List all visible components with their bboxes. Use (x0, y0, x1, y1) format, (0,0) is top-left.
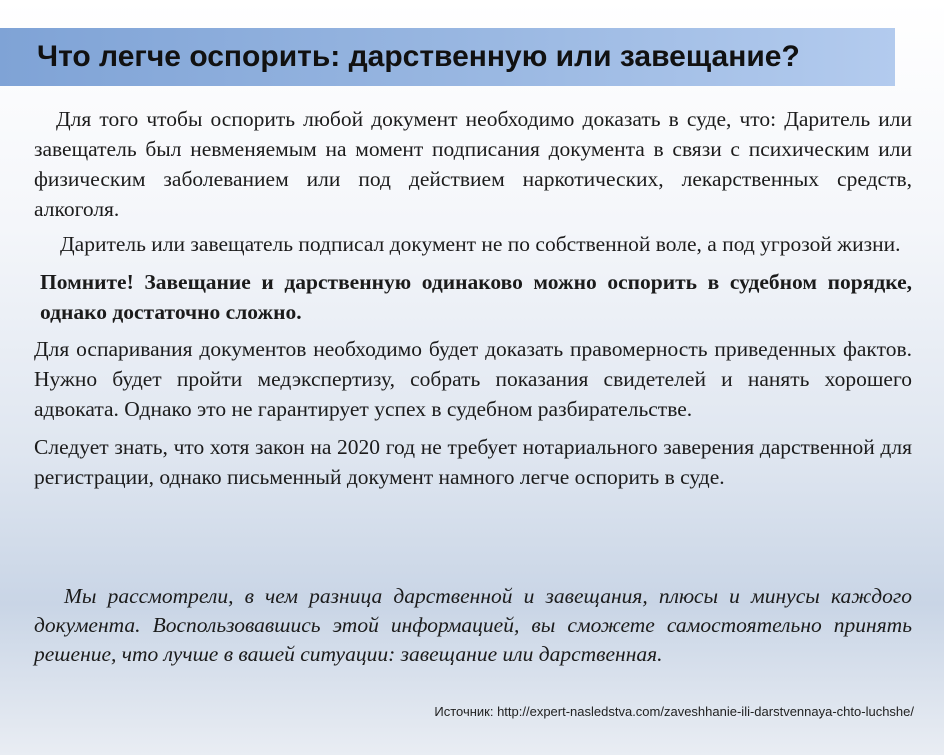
paragraph-proof: Для оспаривания документов необходимо будет доказать правомерность приведенных фактов. Нужно будет пройти медэкспертизу, собрать показания свидетелей и нанять хорошего адвоката. Однако это не гарантирует успех в судебном разбирательстве. (34, 337, 912, 421)
page-title: Что легче оспорить: дарственную или завещание? (37, 40, 800, 73)
paragraph-coercion: Даритель или завещатель подписал документ не по собственной воле, а под угрозой жизни. (60, 232, 901, 256)
paragraph-conclusion: Мы рассмотрели, в чем разница дарственной и завещания, плюсы и минусы каждого документа. Воспользовавшись этой информацией, вы сможете самостоятельно принять решение, что лучше в вашей ситуации: завещание или дарственная. (34, 584, 912, 666)
paragraph-remember: Помните! Завещание и дарственную одинаково можно оспорить в судебном порядке, однако достаточно сложно. (40, 270, 912, 324)
source-citation: Источник: http://expert-nasledstva.com/zaveshhanie-ili-darstvennaya-chto-luchshe/ (434, 704, 914, 719)
paragraph-conditions: Для того чтобы оспорить любой документ необходимо доказать в суде, что: Даритель или завещатель был невменяемым на момент подписания документа в связи с психическим или физическим заболеванием или под действием наркотических, лекарственных средств, алкоголя. (34, 107, 912, 221)
body-text (34, 104, 912, 492)
paragraph-law-2020: Следует знать, что хотя закон на 2020 год не требует нотариального заверения дарственной для регистрации, однако письменный документ намного легче оспорить в суде. (34, 435, 912, 489)
